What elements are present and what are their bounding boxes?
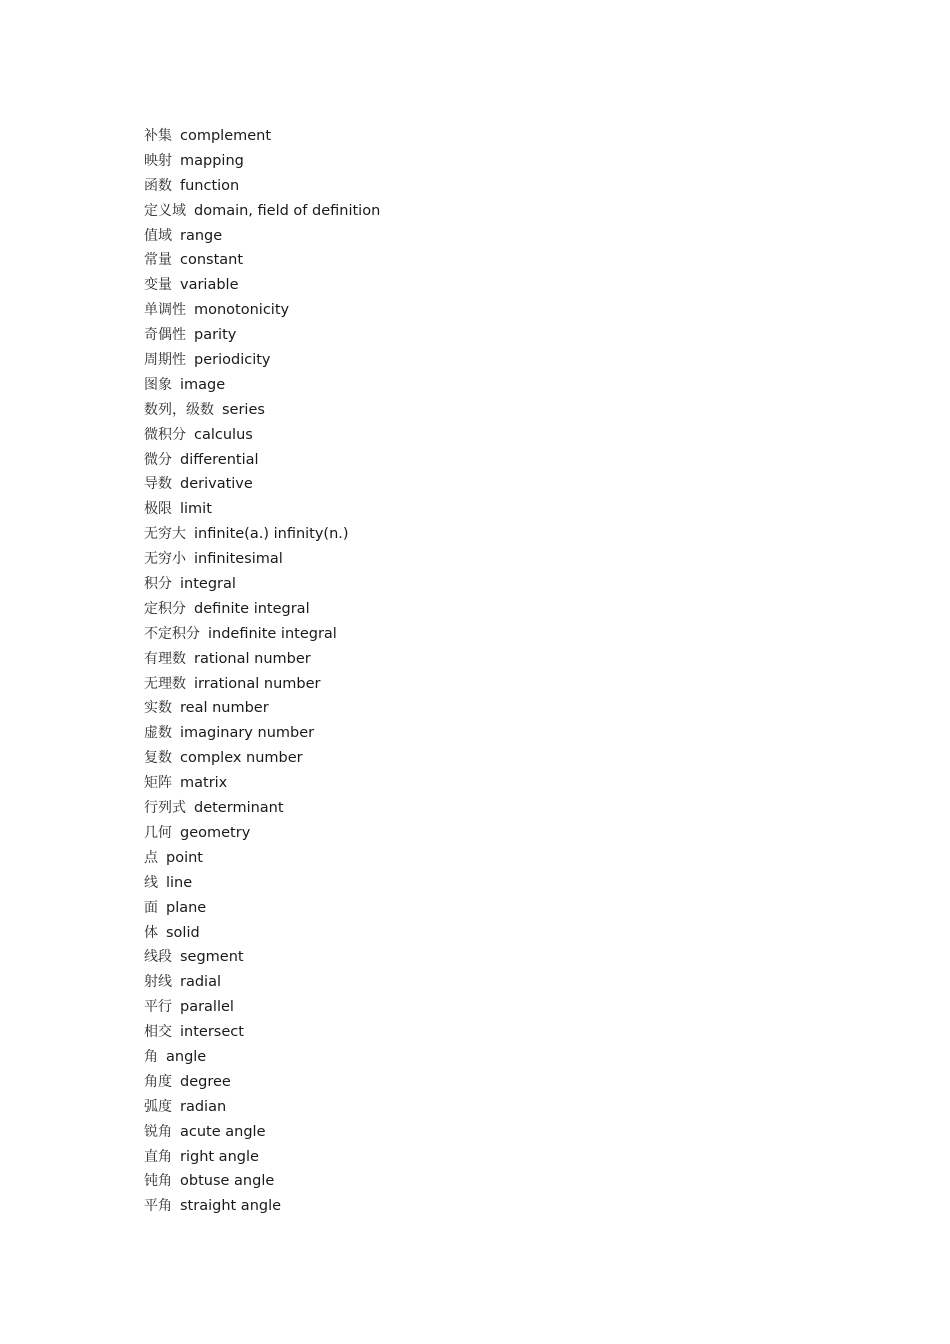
glossary-entry (144, 497, 844, 522)
chinese-term: 弧度 (144, 1098, 172, 1115)
glossary-entry (144, 448, 844, 473)
glossary-entry (144, 746, 844, 771)
english-term: function (180, 177, 240, 194)
chinese-term: 角度 (144, 1073, 172, 1090)
chinese-term: 角 (144, 1048, 158, 1065)
chinese-term: 映射 (144, 152, 172, 169)
english-term: infinite(a.) infinity(n.) (194, 526, 349, 543)
chinese-term: 相交 (144, 1024, 172, 1041)
glossary-entry (144, 771, 844, 796)
glossary-entry (144, 572, 844, 597)
english-term: real number (180, 700, 269, 717)
english-term: integral (180, 576, 236, 593)
english-term: mapping (180, 152, 244, 169)
english-term: range (180, 227, 223, 244)
english-term: series (222, 401, 265, 418)
chinese-term: 微积分 (144, 426, 186, 443)
glossary-entry (144, 945, 844, 970)
chinese-term: 变量 (144, 277, 172, 294)
glossary-entry (144, 1020, 844, 1045)
chinese-term: 虚数 (144, 725, 172, 742)
glossary-entry (144, 1070, 844, 1095)
english-term: complex number (180, 750, 303, 767)
chinese-term: 点 (144, 849, 158, 866)
english-term: constant (180, 252, 244, 269)
chinese-term: 复数 (144, 750, 172, 767)
english-term: line (166, 874, 193, 891)
english-term: differential (180, 451, 259, 468)
english-term: infinitesimal (194, 551, 283, 568)
english-term: obtuse angle (180, 1173, 275, 1190)
chinese-term: 几何 (144, 824, 172, 841)
english-term: point (166, 849, 203, 866)
english-term: variable (180, 277, 239, 294)
glossary-entry (144, 896, 844, 921)
english-term: calculus (194, 426, 253, 443)
english-term: periodicity (194, 352, 271, 369)
english-term: domain, field of definition (194, 202, 381, 219)
glossary-entry (144, 224, 844, 249)
glossary-entry (144, 846, 844, 871)
chinese-term: 微分 (144, 451, 172, 468)
chinese-term: 行列式 (144, 800, 186, 817)
english-term: segment (180, 949, 244, 966)
english-term: derivative (180, 476, 253, 493)
english-term: plane (166, 899, 207, 916)
english-term: radial (180, 974, 221, 991)
glossary-entry (144, 423, 844, 448)
english-term: right angle (180, 1148, 259, 1165)
english-term: radian (180, 1098, 227, 1115)
chinese-term: 奇偶性 (144, 327, 186, 344)
glossary-entry (144, 921, 844, 946)
glossary-list (144, 124, 844, 1219)
chinese-term: 函数 (144, 177, 172, 194)
chinese-term: 平角 (144, 1198, 172, 1215)
chinese-term: 补集 (144, 128, 172, 144)
english-term: intersect (180, 1024, 244, 1041)
english-term: rational number (194, 650, 311, 667)
english-term: irrational number (194, 675, 321, 692)
chinese-term: 数列，级数 (144, 401, 214, 418)
english-term: limit (180, 501, 212, 518)
chinese-term: 面 (144, 899, 158, 916)
chinese-term: 积分 (144, 576, 172, 593)
glossary-entry (144, 871, 844, 896)
english-term: parity (194, 327, 237, 344)
glossary-entry (144, 796, 844, 821)
chinese-term: 实数 (144, 700, 172, 717)
glossary-entry (144, 199, 844, 224)
glossary-entry (144, 273, 844, 298)
chinese-term: 无理数 (144, 675, 186, 692)
chinese-term: 导数 (144, 476, 172, 493)
glossary-entry (144, 1045, 844, 1070)
english-term: complement (180, 128, 272, 144)
english-term: acute angle (180, 1123, 266, 1140)
chinese-term: 定义域 (144, 202, 186, 219)
chinese-term: 钝角 (144, 1173, 172, 1190)
glossary-entry (144, 597, 844, 622)
glossary-entry (144, 472, 844, 497)
chinese-term: 体 (144, 924, 158, 941)
english-term: definite integral (194, 600, 310, 617)
english-term: matrix (180, 775, 228, 792)
english-term: indefinite integral (208, 625, 337, 642)
chinese-term: 锐角 (144, 1123, 172, 1140)
glossary-entry (144, 1194, 844, 1219)
glossary-entry (144, 298, 844, 323)
chinese-term: 极限 (144, 501, 172, 518)
english-term: determinant (194, 800, 284, 817)
english-term: imaginary number (180, 725, 315, 742)
english-term: image (180, 376, 226, 393)
glossary-entry (144, 622, 844, 647)
chinese-term: 线段 (144, 949, 172, 966)
glossary-entry (144, 398, 844, 423)
chinese-term: 单调性 (144, 302, 186, 319)
chinese-term: 线 (144, 874, 158, 891)
glossary-entry (144, 1095, 844, 1120)
glossary-entry (144, 1145, 844, 1170)
chinese-term: 无穷小 (144, 551, 186, 568)
english-term: geometry (180, 824, 251, 841)
glossary-entry (144, 821, 844, 846)
chinese-term: 无穷大 (144, 526, 186, 543)
english-term: straight angle (180, 1198, 282, 1215)
glossary-entry (144, 149, 844, 174)
chinese-term: 矩阵 (144, 775, 172, 792)
glossary-entry (144, 721, 844, 746)
english-term: monotonicity (194, 302, 290, 319)
english-term: parallel (180, 999, 234, 1016)
glossary-entry (144, 647, 844, 672)
glossary-entry (144, 547, 844, 572)
glossary-entry (144, 1120, 844, 1145)
glossary-entry (144, 1169, 844, 1194)
glossary-entry (144, 373, 844, 398)
chinese-term: 常量 (144, 252, 172, 269)
chinese-term: 直角 (144, 1148, 172, 1165)
glossary-entry (144, 348, 844, 373)
english-term: solid (166, 924, 200, 941)
glossary-entry (144, 174, 844, 199)
glossary-entry (144, 672, 844, 697)
chinese-term: 平行 (144, 999, 172, 1016)
chinese-term: 射线 (144, 974, 172, 991)
glossary-entry (144, 522, 844, 547)
glossary-entry (144, 696, 844, 721)
glossary-entry (144, 995, 844, 1020)
chinese-term: 周期性 (144, 352, 186, 369)
chinese-term: 值域 (144, 227, 172, 244)
glossary-entry (144, 248, 844, 273)
chinese-term: 图象 (144, 376, 172, 393)
glossary-entry (144, 970, 844, 995)
english-term: angle (166, 1048, 207, 1065)
glossary-entry (144, 124, 844, 149)
chinese-term: 有理数 (144, 650, 186, 667)
chinese-term: 不定积分 (144, 625, 200, 642)
chinese-term: 定积分 (144, 600, 186, 617)
glossary-entry (144, 323, 844, 348)
english-term: degree (180, 1073, 231, 1090)
